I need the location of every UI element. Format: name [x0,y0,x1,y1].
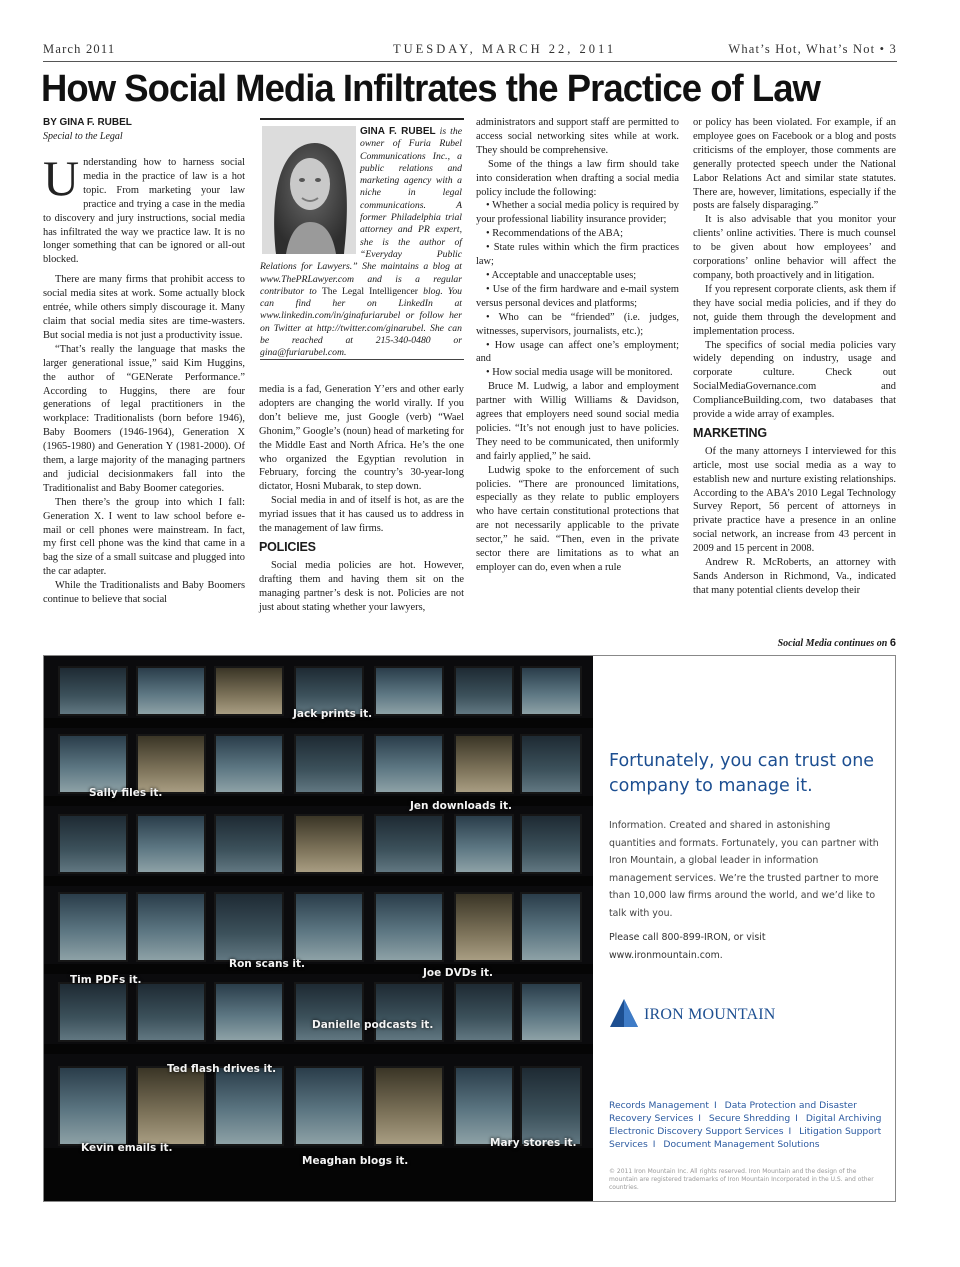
service-item: Digital Archiving [805,1113,882,1124]
office-window [136,814,206,874]
article-headline: How Social Media Infiltrates the Practice of Law [41,68,820,110]
bullet-item: • Whether a social media policy is required by your professional liability insurance provider; [476,200,679,226]
paragraph: Andrew R. McRoberts, an attorney with Sands Anderson in Richmond, Va., indicated that many potential clients develop their [693,557,896,596]
paragraph: If you represent corporate clients, ask them if they have social media policies, and if they do not, guide them through the development and implementation process. [693,283,896,337]
continued-text: Social Media continues on [777,638,888,649]
continued-line [778,637,896,649]
paragraph: Bruce M. Ludwig, a labor and employment partner with Willig Williams & Davidson, agrees that employers need sound social media policies. “It’s not enough just to have policies. They need to be communicated, then uniformly and fairly applied,” he said. [476,381,679,462]
paragraph: There are many firms that prohibit access to social media sites at work. Some actually block entrée, while others simply discourage it. Many claim that social media sites are time-wasters. But social media is not just a productivity issue. [43,274,245,341]
office-window [294,982,364,1042]
author-bio [260,126,462,360]
office-window [520,982,582,1042]
office-window [136,734,206,794]
ad-office-photo [44,656,593,1201]
office-window [58,982,128,1042]
office-window [214,982,284,1042]
byline: BY GINA F. RUBEL [43,117,132,128]
paragraph: or policy has been violated. For example, if an employee goes on Facebook or a blog and posts criticisms of the employer, those comments are generally protected speech under the National Labor Relations Act and similar state statutes. There are, however, limitations, especially if the posts are falsely disparaging.” [693,117,896,212]
office-window [520,666,582,716]
office-window [136,982,206,1042]
paragraph: The specifics of social media policies vary widely depending on industry, usage and corporate culture. Check out SocialMediaGovernance.com and ComplianceBuilding.com, two databases that provide a wide array of examples. [693,339,896,421]
office-window [214,892,284,962]
office-window [374,892,444,962]
office-window [454,666,514,716]
author-box [260,118,464,360]
running-header [43,42,897,60]
office-window [214,666,284,716]
ad-headline: Fortunately, you can trust one company to manage it. [609,751,875,796]
office-window [136,892,206,962]
bullet-item: • How usage can affect one’s employment; and [476,339,679,365]
bullet-item: • Who can be “friended” (i.e. judges, witnesses, supervisors, journalists, etc.); [476,311,679,337]
logo-wordmark: IRON MOUNTAIN [644,1006,776,1023]
service-item: Records Management [609,1100,709,1111]
office-window [520,814,582,874]
service-item: Electronic Discovery Support Services [609,1126,784,1137]
paragraph: Some of the things a law firm should take into consideration when drafting a social media policy include the following: [476,158,679,198]
bullet-item: • Recommendations of the ABA; [486,228,623,240]
floor-slab [44,876,593,886]
iron-mountain-logo [609,996,859,1032]
ad-caption: Sally files it. [89,787,163,799]
publication-name: The Legal Intelligencer [321,285,419,297]
header-date: March 2011 [43,42,116,56]
office-window [58,1066,128,1146]
column-3 [476,116,679,575]
iron-mountain-ad[interactable] [43,655,896,1202]
ad-services-list: Records Management I Data Protection and Disaster Recovery Services I Secure Shredding I Digital Archiving Electronic Discovery Support Services I Litigation Support Services I Document Management Solutions [609,1100,882,1150]
service-item: Secure Shredding [708,1113,791,1124]
service-item: Litigation Support Services [609,1126,882,1150]
column-4 [693,116,896,598]
office-window [294,734,364,794]
ad-caption: Kevin emails it. [81,1142,173,1154]
office-window [136,666,206,716]
office-window [454,892,514,962]
office-window [294,892,364,962]
author-bio-text: is the owner of Furia Rubel Communications Inc., a public relations and marketing agency with a niche in legal communications. A former Philadelphia trial attorney and PR expert, she is the author of “Everyday Public Relations for Lawyers.” She maintains a blog at www.ThePRLawyer.com and is a regular contributor to [260,126,462,297]
paragraph: Social media in and of itself is hot, as are the myriad issues that it has caused us to address in the management of law firms. [259,495,464,535]
office-window [294,814,364,874]
byline-subtitle: Special to the Legal [43,131,123,142]
column-1 [43,150,245,607]
office-window [214,734,284,794]
office-window [454,814,514,874]
ad-call-to-action[interactable]: Please call 800-899-IRON, or visit www.ironmountain.com. [609,932,766,961]
ad-caption: Ted flash drives it. [167,1063,277,1075]
office-window [136,1066,206,1146]
ad-body: Information. Created and shared in astonishing quantities and formats. Fortunately, you can partner with Iron Mountain, a global leader in information management services. We’re the trusted partner to more than 10,000 law firms around the world, and we’d like to talk with you. [609,820,879,919]
mountain-icon [609,998,639,1028]
ad-caption: Jack prints it. [293,708,373,720]
column-2 [259,383,464,615]
drop-cap: U [43,150,80,206]
office-window [214,814,284,874]
office-window [454,1066,514,1146]
paragraph: Then there’s the group into which I fall: Generation X. I went to law school before e-mail or cell phones were mainstream. In fact, my first cell phone was the kind that came in a bag the size of a small suitcase and plugged into the car adapter. [43,496,245,578]
office-window [520,1066,582,1146]
office-window [374,1066,444,1146]
bullet-item: • Use of the firm hardware and e-mail system versus personal devices and platforms; [476,283,679,309]
author-bio-end: blog. You can find her on LinkedIn at www.linkedin.com/in/ginafuriarubel or follow her on Twitter at http://twitter.com/ginarubel. She can be reached at 215-340-0480 or gina@furiarubel.com. [260,285,463,359]
paragraph: “That’s really the language that masks the larger generational issue,” said Kim Huggins, the author of “GENerate Performance.” According to Huggins, there are four generations of legal practitioners in the workplace: Traditionalists (born before 1946), Baby Boomers (1946-1964), Generation X (1965-1980) and Generation Y (1981-2000). Of them, a large majority of the managing partners and judicial decisionmakers fall into the Traditionalist and Baby Boomer categories. [43,343,245,494]
office-window [374,734,444,794]
ad-caption: Meaghan blogs it. [302,1155,409,1167]
office-window [520,734,582,794]
ad-caption: Joe DVDs it. [423,967,493,979]
floor-slab [44,1044,593,1054]
office-window [454,734,514,794]
ad-caption: Danielle podcasts it. [312,1019,434,1031]
paragraph: Ludwig spoke to the enforcement of such policies. “There are pronounced limitations, especially as they relate to public employers who have certain constitutional protections that are not necessarily applicable to the private sector,” he said. “Then, even in the private sector there are limitations as to what an employer can do, even when a rule [476,464,679,573]
office-window [374,814,444,874]
floor-slab [44,964,593,974]
office-window [374,982,444,1042]
section-heading-marketing: MARKETING [693,425,767,440]
ad-caption: Ron scans it. [229,958,305,970]
office-window [374,666,444,716]
office-window [58,734,128,794]
bullet-item: • How social media usage will be monitored. [486,367,673,379]
paragraph: nderstanding how to harness social media in the practice of law is a hot topic. From marketing your law practice and trying a case in the media to discovery and jury instructions, social media has infiltrated the way we practice law. It is no longer something that can be ignored or all-out blocked. [43,157,245,266]
paragraph: Of the many attorneys I interviewed for this article, most use social media as a way to establish new and nurture existing relationships. According to the ABA’s 2010 Legal Technology Survey Report, 56 percent of attorneys in private practice have a presence in an online social network, an increase from 43 percent in 2009 and 15 percent in 2008. [693,445,896,555]
ad-caption: Mary stores it. [490,1137,577,1149]
paragraph: administrators and support staff are permitted to access social networking sites while at work. They should be comprehensive. [476,117,679,156]
bullet-item: • Acceptable and unacceptable uses; [486,269,637,281]
office-window [58,666,128,716]
header-issue: TUESDAY, MARCH 22, 2011 [393,42,617,56]
service-item: Document Management Solutions [663,1139,820,1150]
office-window [520,892,582,962]
paragraph: media is a fad, Generation Y’ers and other early adopters are changing the world virally. If you don’t believe me, just Google (verb) “Wael Ghonim,” Google’s (noun) head of marketing for the Middle East and North Africa. He’s the one who organized the Egyptian revolution in February, forcing the country’s 30-year-long dictator, Hosni Mubarak, to step down. [259,384,464,493]
ad-caption: Tim PDFs it. [70,974,142,986]
header-rule [43,61,897,62]
office-window [454,982,514,1042]
office-window [58,814,128,874]
ad-fine-print: © 2011 Iron Mountain Inc. All rights reserved. Iron Mountain and the design of the mountain are registered trademarks of Iron Mountain Incorporated in the U.S. and other countries. [609,1168,874,1191]
service-item: Data Protection and Disaster Recovery Services [609,1100,857,1124]
office-window [294,1066,364,1146]
continued-page: 6 [889,637,896,649]
bullet-item: • State rules within which the firm practices law; [476,242,679,268]
author-name: GINA F. RUBEL [360,126,436,137]
section-heading-policies: POLICIES [259,539,316,554]
paragraph: It is also advisable that you monitor your clients’ online activities. There is much counsel to be given about how employees’ and corporations’ online behavior will affect the company, both proactively and in litigation. [693,214,896,281]
ad-caption: Jen downloads it. [410,800,512,812]
paragraph: While the Traditionalists and Baby Boomers continue to believe that social [43,580,245,606]
header-section: What’s Hot, What’s Not • 3 [728,42,897,56]
office-window [214,1066,284,1146]
office-window [58,892,128,962]
paragraph: Social media policies are hot. However, drafting them and having them sit on the managing partner’s desk is not. Policies are not just about stating whether your lawyers, [259,559,464,613]
ad-copy-panel [593,656,895,1201]
